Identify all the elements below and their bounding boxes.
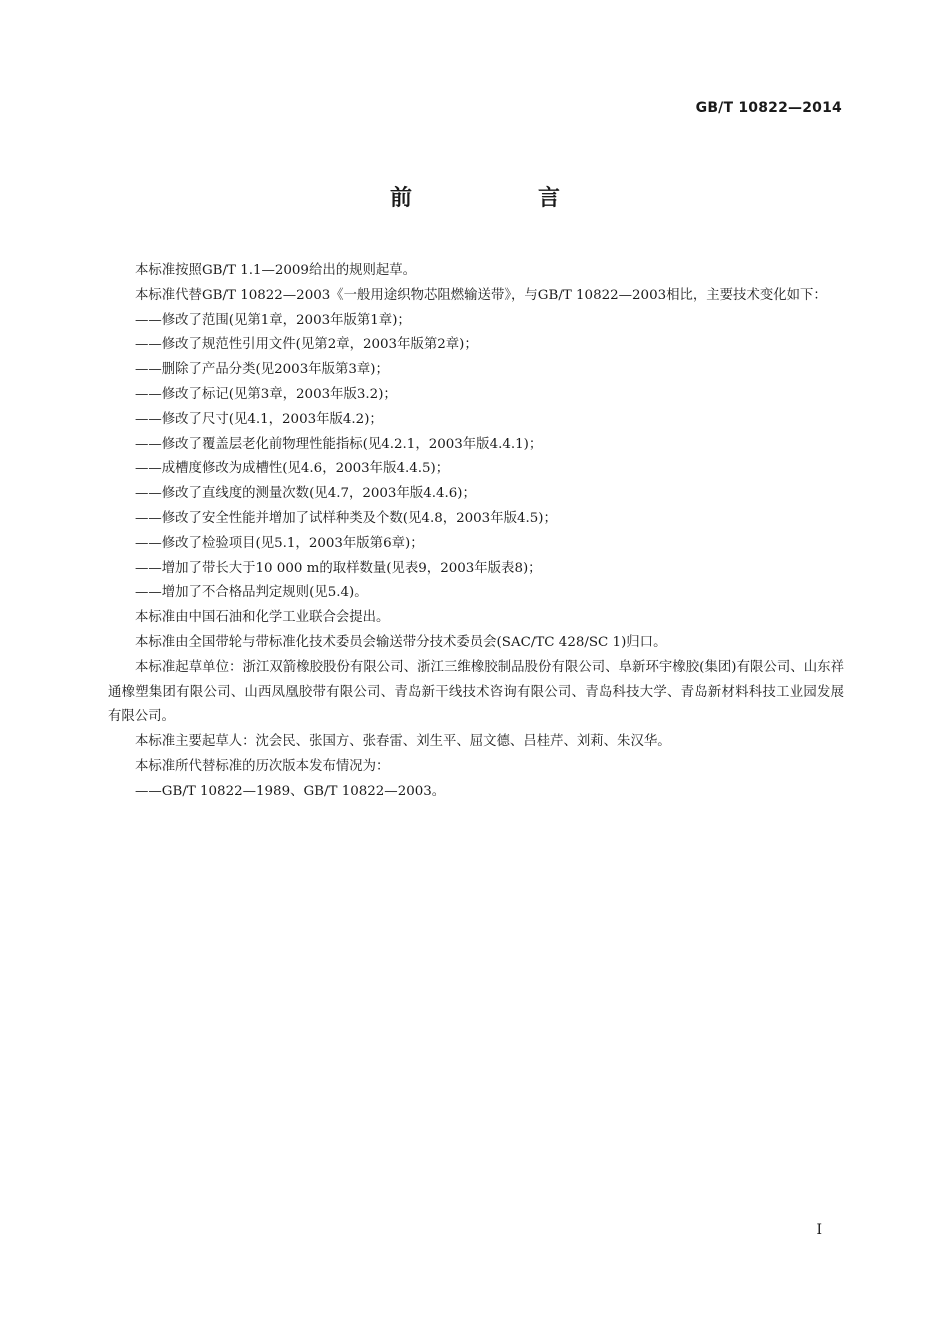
foreword-body xyxy=(108,259,844,805)
change-item: ——修改了直线度的测量次数(见4.7，2003年版4.4.6)； xyxy=(135,486,476,502)
change-item: ——修改了尺寸(见4.1，2003年版4.2)； xyxy=(135,411,383,427)
paragraph-drafting-units: 本标准起草单位：浙江双箭橡胶股份有限公司、浙江三维橡胶制品股份有限公司、阜新环宇橡胶(集团)有限公司、山东祥通橡塑集团有限公司、山西凤凰胶带有限公司、青岛新干线技术咨询有限公司、青岛科技大学、青岛新材料科技工业园发展有限公司。 xyxy=(108,659,844,725)
change-item: ——修改了安全性能并增加了试样种类及个数(见4.8，2003年版4.5)； xyxy=(135,510,557,526)
change-item: ——修改了覆盖层老化前物理性能指标(见4.2.1，2003年版4.4.1)； xyxy=(135,436,543,452)
change-item: ——修改了检验项目(见5.1，2003年版第6章)； xyxy=(135,535,424,551)
change-item: ——增加了不合格品判定规则(见5.4)。 xyxy=(135,585,368,601)
change-item: ——删除了产品分类(见2003年版第3章)； xyxy=(135,362,389,378)
paragraph-responsible-committee: 本标准由全国带轮与带标准化技术委员会输送带分技术委员会(SAC/TC 428/SC 1)归口。 xyxy=(135,634,667,650)
paragraph-proposer: 本标准由中国石油和化学工业联合会提出。 xyxy=(135,610,390,626)
paragraph-drafting-rules: 本标准按照GB/T 1.1—2009给出的规则起草。 xyxy=(135,263,417,278)
change-item: ——修改了规范性引用文件(见第2章，2003年版第2章)； xyxy=(135,337,478,353)
change-item: ——修改了范围(见第1章，2003年版第1章)； xyxy=(135,312,411,328)
paragraph-previous-editions: 本标准所代替标准的历次版本发布情况为： xyxy=(135,758,390,774)
page-title: 前 言 xyxy=(389,186,612,211)
change-item: ——增加了带长大于10 000 m的取样数量(见表9，2003年版表8)； xyxy=(135,560,542,576)
previous-edition-item: ——GB/T 10822—1989、GB/T 10822—2003。 xyxy=(135,783,446,799)
change-item: ——成槽度修改为成槽性(见4.6，2003年版4.4.5)； xyxy=(135,461,450,477)
paragraph-drafters: 本标准主要起草人：沈会民、张国方、张春雷、刘生平、屈文德、吕桂芹、刘莉、朱汉华。 xyxy=(135,734,671,750)
change-item: ——修改了标记(见第3章，2003年版3.2)； xyxy=(135,386,397,402)
page-number: I xyxy=(816,1222,822,1238)
paragraph-replacement: 本标准代替GB/T 10822—2003《一般用途织物芯阻燃输送带》，与GB/T 10822—2003相比，主要技术变化如下： xyxy=(135,287,827,303)
standard-number: GB/T 10822—2014 xyxy=(695,100,842,116)
